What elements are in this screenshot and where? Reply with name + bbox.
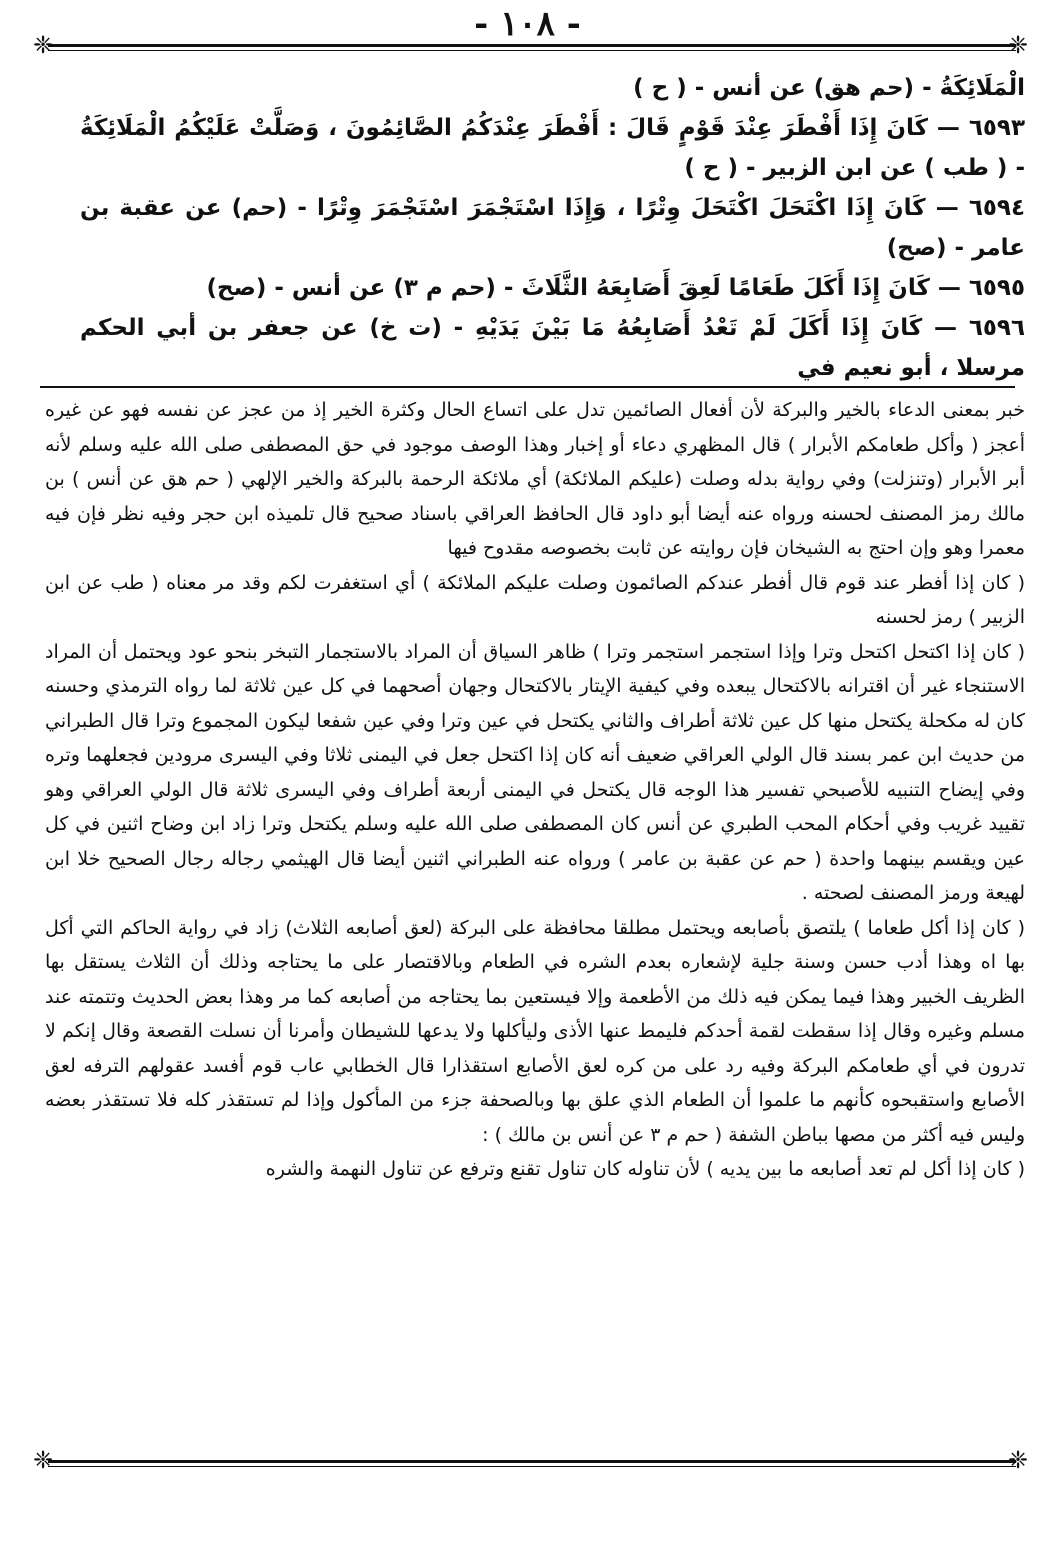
frame-top-rule bbox=[48, 44, 1016, 47]
commentary-paragraph: ( كان إذا أكل طعاما ) يلتصق بأصابعه ويحتمل مطلقا محافظة على البركة (لعق أصابعه الثلاث) زاد في رواية الحاكم التي أكل بها اه وهذا أدب حسن وسنة جلية لإشعاره بعدم الشره في الطعام وبالاقتصار على ما يحتاجه وذلك أن الثلاث يستقل بها الظريف الخبير وهذا فيما يمكن فيه ذلك من الأطعمة وإلا فيستعين بما يحتاجه من أصابعه كما مر وهذا بعض الحديث وتتمته عند مسلم وغيره وقال إذا سقطت لقمة أحدكم فليمط عنها الأذى وليأكلها ولا يدعها للشيطان وأمرنا أن نسلت القصعة وقال إنكم لا تدرون في أي طعامكم البركة وفيه رد على من كره لعق الأصابع استقذارا قال الخطابي عاب قوم أفسد عقولهم الترفه لعق الأصابع واستقبحوه كأنهم ما علموا أن الطعام الذي علق بها وبالصحفة جزء من المأكول وإذا لم تستقذر كله فلا تستقذر بعضه وليس فيه أكثر من مصها بباطن الشفة ( حم م ٣ عن أنس بن مالك ) : bbox=[45, 916, 1025, 1146]
hadith-6595: ٦٥٩٥ — كَانَ إِذَا أَكَلَ طَعَامًا لَعِقَ أَصَابِعَهُ الثَّلَاثَ - (حم م ٣) عن أنس - (صح) bbox=[206, 275, 1025, 301]
hadith-6593: ٦٥٩٣ — كَانَ إِذَا أَفْطَرَ عِنْدَ قَوْمٍ قَالَ : أَفْطَرَ عِنْدَكُمُ الصَّائِمُونَ ، وَصَلَّتْ عَلَيْكُمُ الْمَلَائِكَةُ - ( طب ) عن ابن الزبير - ( ح ) bbox=[80, 115, 1025, 181]
hadith-6596: ٦٥٩٦ — كَانَ إِذَا أَكَلَ لَمْ تَعْدُ أَصَابِعُهُ مَا بَيْنَ يَدَيْهِ - (ت خ) عن جعفر بن أبي الحكم مرسلا ، أبو نعيم في bbox=[80, 315, 1025, 381]
section-divider bbox=[40, 386, 1015, 388]
commentary-block bbox=[45, 393, 1025, 1453]
commentary-paragraph: ( كان إذا أكل لم تعد أصابعه ما بين يديه ) لأن تناوله كان تناول تقنع وترفع عن تناول النهمة والشره bbox=[265, 1158, 1025, 1180]
hadith-6594: ٦٥٩٤ — كَانَ إِذَا اكْتَحَلَ اكْتَحَلَ وِتْرًا ، وَإِذَا اسْتَجْمَرَ اسْتَجْمَرَ وِتْرًا - (حم) عن عقبة بن عامر - (صح) bbox=[80, 195, 1025, 261]
commentary-paragraph: ( كان إذا اكتحل اكتحل وترا وإذا استجمر استجمر وترا ) ظاهر السياق أن المراد بالاستجمار التبخر بنحو عود ويحتمل أن المراد الاستنجاء غير أن اقترانه بالاكتحال يبعده وفي كيفية الإيتار بالاكتحال وجهان أصحهما في كل عين ثلاثة لما رواه الترمذي وحسنه كان له مكحلة يكتحل منها كل عين ثلاثة أطراف والثاني يكتحل في عين وترا وفي عين شفعا ليكون المجموع وترا قال الطبراني من حديث ابن عمر بسند قال الولي العراقي ضعيف أنه كان إذا اكتحل جعل في اليمنى ثلاثا وفي اليسرى مرودين فجعلهما وتره وفي إيضاح التنبيه للأصبحي تفسير هذا الوجه قال يكتحل في اليمنى أربعة أطراف وفي اليسرى ثلاثة قال الولي العراقي وهو تقييد غريب وفي أحكام المحب الطبري عن أنس كان المصطفى صلى الله عليه وسلم يكتحل وترا زاد ابن وضاح اثنين في كل عين ويقسم بينهما واحدة ( حم عن عقبة بن عامر ) ورواه عنه الطبراني اثنين أيضا قال الهيثمي رجاله رجال الصحيح خلا ابن لهيعة ورمز المصنف لصحته . bbox=[45, 640, 1025, 904]
commentary-paragraph: خبر بمعنى الدعاء بالخير والبركة لأن أفعال الصائمين تدل على اتساع الحال وكثرة الخير إذ من عجز عن نفسه فهو عن غيره أعجز ( وأكل طعامكم الأبرار ) قال المظهري دعاء أو إخبار وهذا الوصف موجود في حق المصطفى صلى الله عليه وسلم لأنه أبر الأبرار (وتنزلت) وفي رواية بدله وصلت (عليكم الملائكة) أي ملائكة الرحمة بالبركة والخير الإلهي ( حم هق عن أنس ) بن مالك رمز المصنف لحسنه ورواه عنه أيضا أبو داود قال الحافظ العراقي باسناد صحيح قال تلميذه ابن حجر وفيه نظر فإن فيه معمرا وهو وإن احتج به الشيخان فإن روايته عن ثابت بخصوصه مقدوح فيها bbox=[45, 399, 1025, 559]
page-number: - ١٠٨ - bbox=[474, 4, 581, 44]
frame-bottom-rule bbox=[48, 1460, 1016, 1463]
commentary-paragraph: ( كان إذا أفطر عند قوم قال أفطر عندكم الصائمون وصلت عليكم الملائكة ) أي استغفرت لكم وقد مر معناه ( طب عن ابن الزبير ) رمز لحسنه bbox=[45, 571, 1025, 628]
ornament-bottom-right-icon: ❈ bbox=[1007, 1446, 1029, 1474]
hadith-intro: الْمَلَائِكَةُ - (حم هق) عن أنس - ( ح ) bbox=[633, 75, 1025, 101]
ornament-top-right-icon: ❈ bbox=[1007, 31, 1029, 59]
ornament-top-left-icon: ❈ bbox=[32, 31, 54, 59]
ornament-bottom-left-icon: ❈ bbox=[32, 1446, 54, 1474]
hadith-block bbox=[80, 68, 1025, 384]
